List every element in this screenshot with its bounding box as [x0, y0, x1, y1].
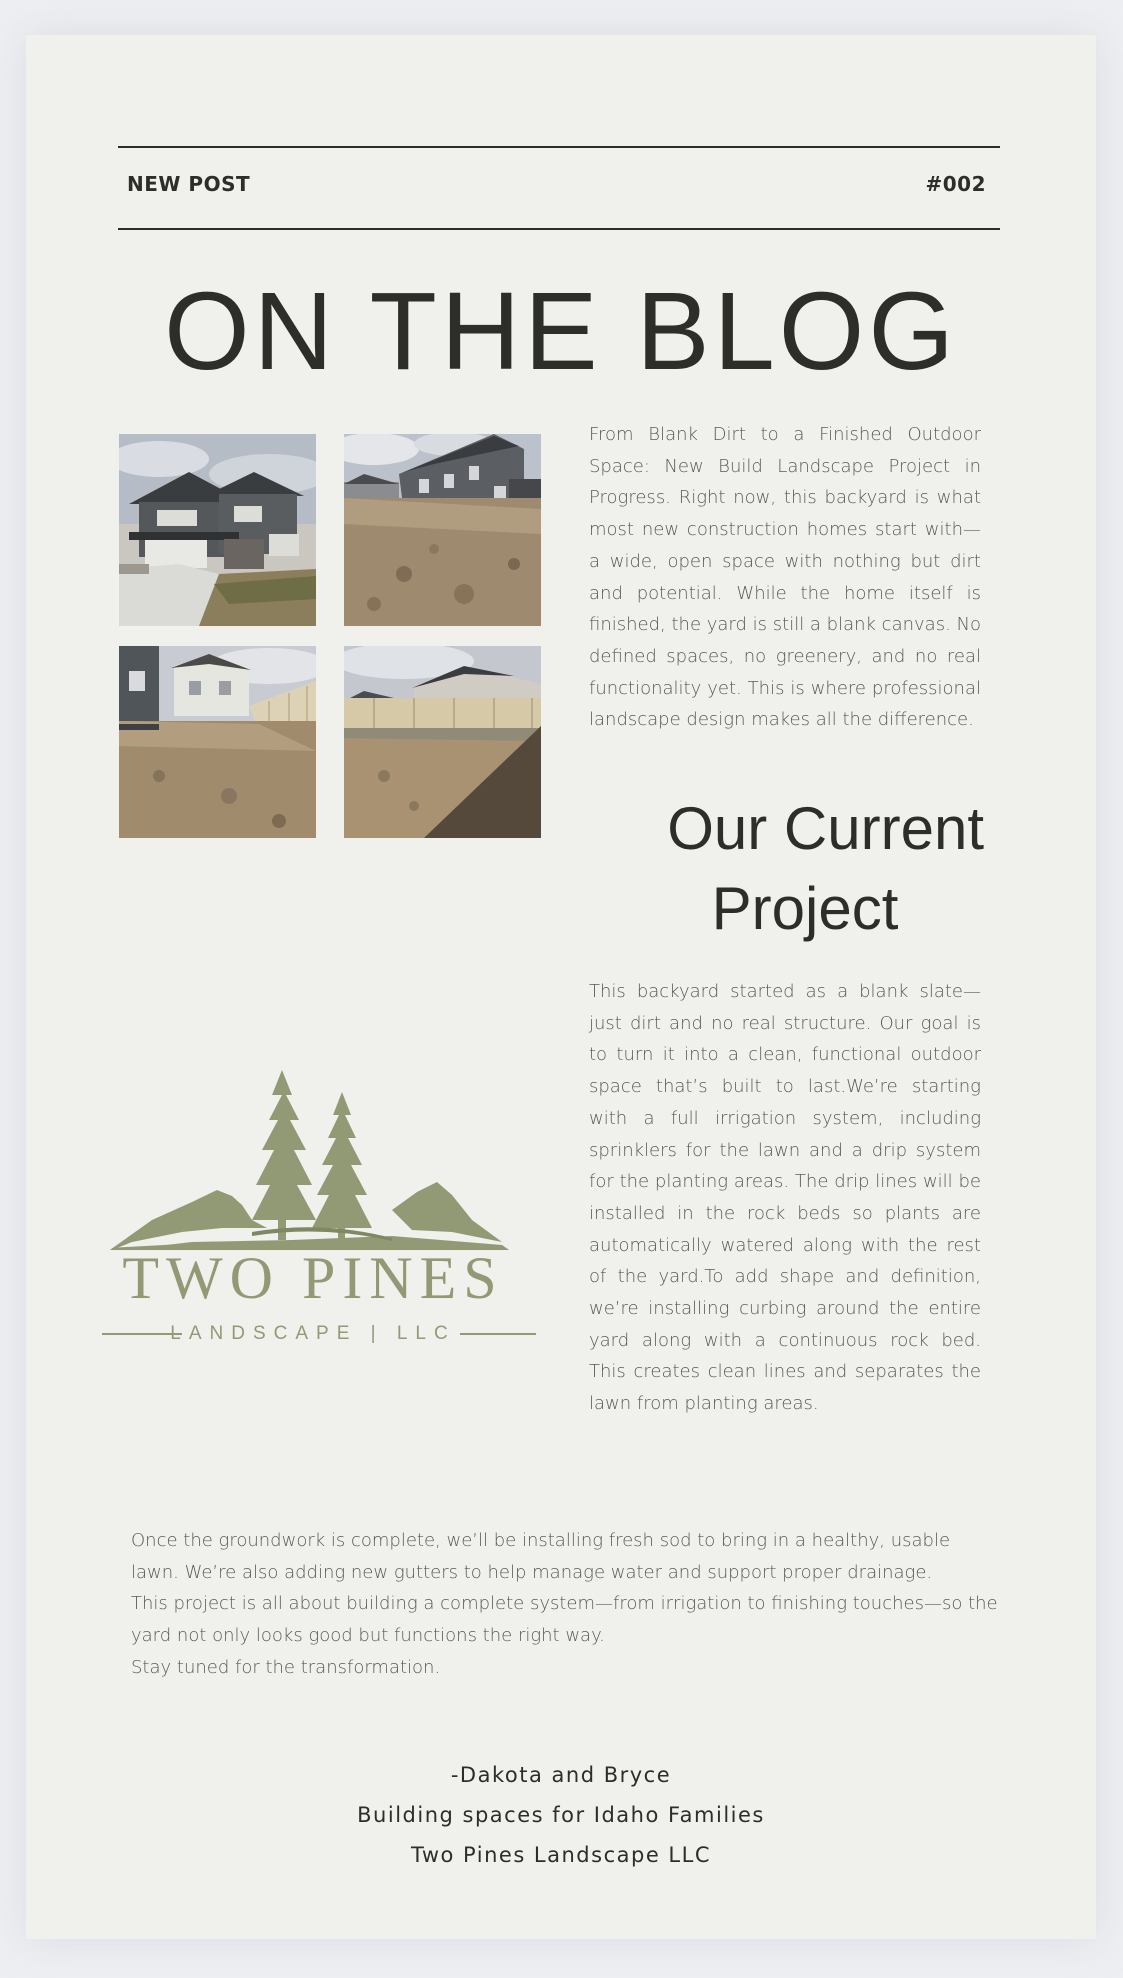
photo-house-side — [344, 434, 541, 626]
header-top-rule — [118, 146, 1000, 148]
signature-names: -Dakota and Bryce — [450, 1763, 672, 1787]
pine-mountain-icon — [92, 1070, 534, 1250]
section-title-line2: Project — [711, 875, 899, 942]
logo-sub-text: LANDSCAPE | LLC — [170, 1323, 456, 1344]
closing-paragraph-1: Once the groundwork is complete, we’ll be installing fresh sod to bring in a healthy, usable lawn. We’re also adding new gutters to help manage water and support proper drainage. — [131, 1530, 951, 1583]
closing-paragraph-2: This project is all about building a complete system—from irrigation to finishing touches—so the yard not only looks good but functions the right way. — [131, 1593, 998, 1647]
project-paragraph: This backyard started as a blank slate—just dirt and no real structure. Our goal is to turn it into a clean, functional outdoor space that’s built to last.We’re starting with a full irrigation system, including sprinklers for the lawn and a drip system for the planting areas. The drip lines will be installed in the rock beds so plants are automatically watered along with the rest of the yard.To add shape and definition, we’re installing curbing around the entire yard along with a continuous rock bed. This creates clean lines and separates the lawn from planting areas. — [589, 981, 981, 1415]
photo-backyard-fence — [344, 646, 541, 838]
logo-name-text: TWO PINES — [122, 1245, 504, 1311]
page-title: ON THE BLOG — [164, 270, 958, 393]
closing-paragraphs — [131, 1525, 1001, 1684]
intro-paragraph: From Blank Dirt to a Finished Outdoor Space: New Build Landscape Project in Progress. Right now, this backyard is what most new construction homes start with—a wide, open space with nothing but dirt and potential. While the home itself is finished, the yard is still a blank canvas. No defined spaces, no greenery, and no real functionality yet. This is where professional landscape design makes all the difference. — [589, 424, 981, 731]
signature-tagline: Building spaces for Idaho Families — [357, 1803, 765, 1827]
blog-post-sheet — [26, 35, 1096, 1939]
closing-paragraph-3: Stay tuned for the transformation. — [131, 1656, 441, 1678]
signature-company: Two Pines Landscape LLC — [411, 1843, 711, 1867]
new-post-label: NEW POST — [127, 172, 251, 196]
header-bottom-rule — [118, 228, 1000, 230]
photo-side-yard — [119, 646, 316, 838]
two-pines-logo — [92, 1070, 534, 1360]
post-number-label: #002 — [925, 172, 986, 196]
section-title — [586, 789, 984, 949]
section-title-line1: Our Current — [667, 795, 984, 862]
photo-house-front — [119, 434, 316, 626]
